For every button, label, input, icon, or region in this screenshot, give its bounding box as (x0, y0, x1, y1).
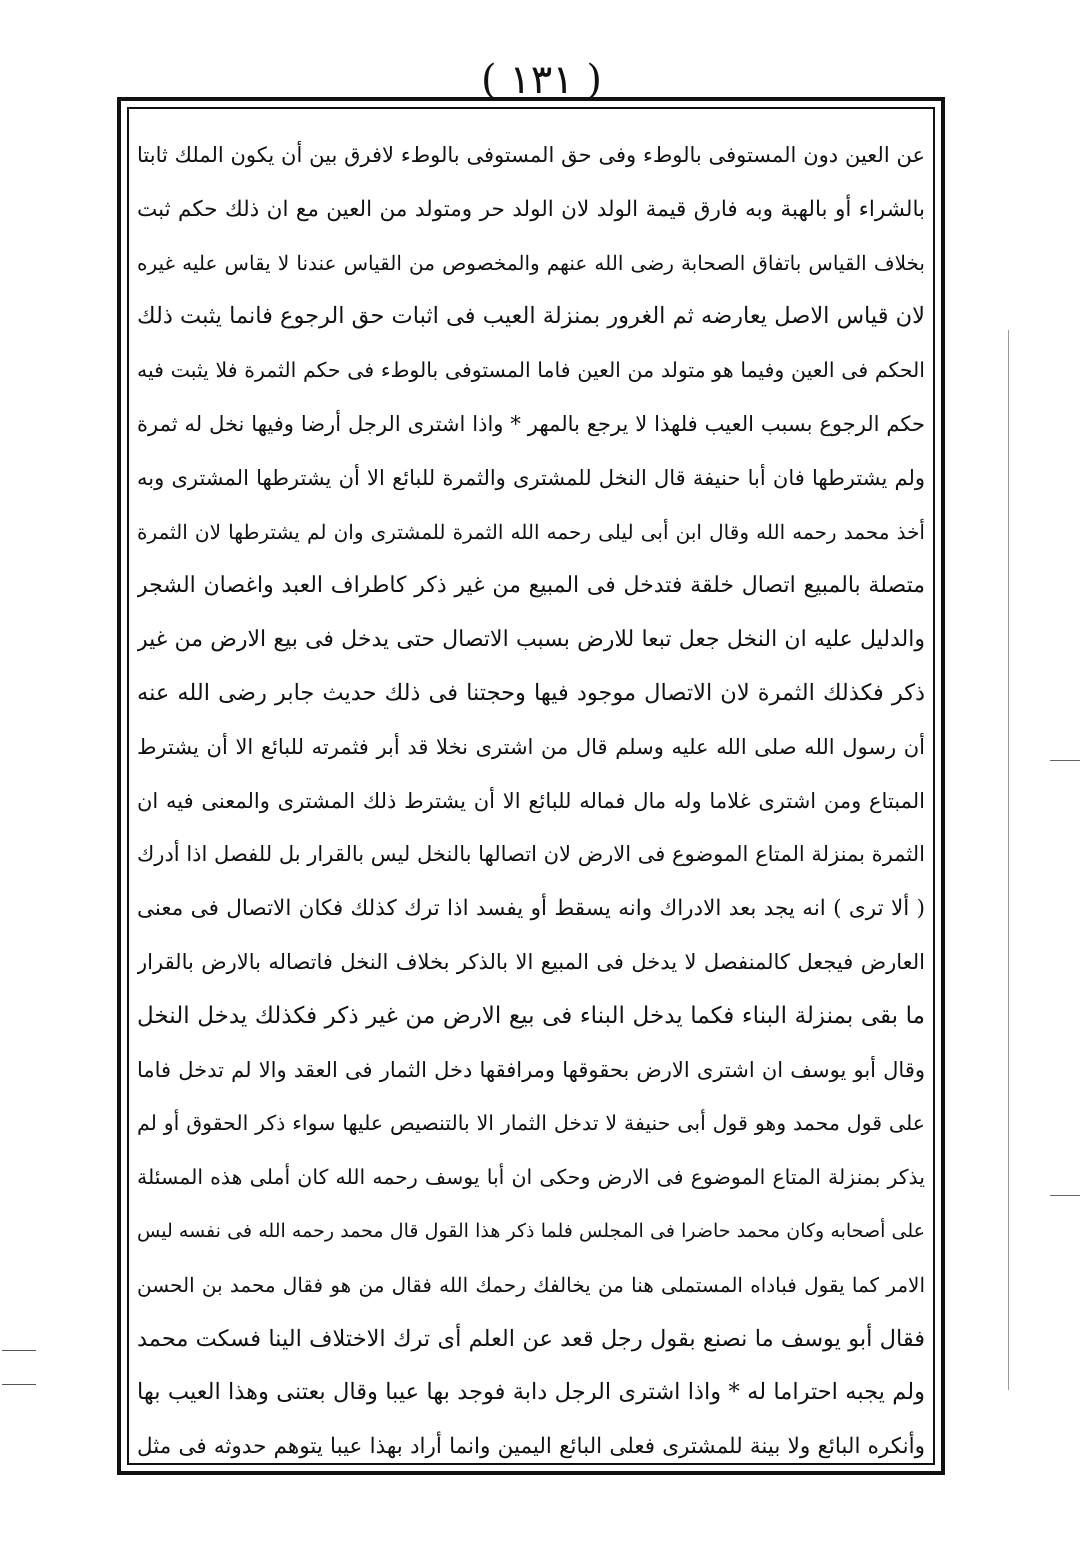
text-line: وأنكره البائع ولا بينة للمشترى فعلى البائع اليمين وانما أراد بهذا عيبا يتوهم حدوثه فى مثل (137, 1434, 925, 1460)
text-line: بالشراء أو بالهبة وبه فارق قيمة الولد لان الولد حر ومتولد من العين مع ان ذلك حكم ثبت (137, 196, 925, 222)
text-line: متصلة بالمبيع اتصال خلقة فتدخل فى المبيع من غير ذكر كاطراف العبد واغصان الشجر (137, 573, 925, 599)
page-number: ( ١٣١ ) (480, 57, 603, 103)
text-line: والدليل عليه ان النخل جعل تبعا للارض بسبب الاتصال حتى يدخل فى بيع الارض من غير (137, 627, 925, 653)
text-line: الحكم فى العين وفيما هو متولد من العين فاما المستوفى بالوطء فى حكم الثمرة فلا يثبت فيه (137, 358, 925, 383)
text-line: ولم يشترطها فان أبا حنيفة قال النخل للمشترى والثمرة للبائع الا أن يشترطها المشترى وبه (137, 465, 925, 490)
text-line: العارض فيجعل كالمنفصل لا يدخل فى المبيع الا بالذكر بخلاف النخل فاتصاله بالارض بالقرار (137, 949, 925, 974)
right-margin-rule (1050, 760, 1080, 761)
text-line: وقال أبو يوسف ان اشترى الارض بحقوقها ومرافقها دخل الثمار فى العقد والا لم تدخل فاما (137, 1057, 925, 1082)
text-line: ذكر فكذلك الثمرة لان الاتصال موجود فيها وحجتنا فى ذلك حديث جابر رضى الله عنه (137, 679, 925, 706)
text-frame (117, 97, 945, 1475)
text-line: ولم يجبه احتراما له * واذا اشترى الرجل دابة فوجد بها عيبا وقال بعتنى وهذا العيب بها (137, 1379, 925, 1406)
text-line: حكم الرجوع بسبب العيب فلهذا لا يرجع بالمهر * واذا اشترى الرجل أرضا وفيها نخل له ثمرة (137, 411, 925, 436)
text-body (137, 129, 925, 1460)
text-line: يذكر بمنزلة المتاع الموضوع فى الارض وحكى ان أبا يوسف رحمه الله كان أملى هذه المسئلة (137, 1165, 925, 1190)
text-line: المبتاع ومن اشترى غلاما وله مال فماله للبائع الا أن يشترط ذلك المشترى والمعنى فيه ان (137, 788, 925, 813)
left-margin-rule (2, 1384, 36, 1385)
right-margin-rule (1050, 1195, 1080, 1196)
left-margin-rule (2, 1350, 36, 1351)
text-line: لان قياس الاصل يعارضه ثم الغرور بمنزلة العيب فى اثبات حق الرجوع فانما يثبت ذلك (137, 303, 925, 330)
text-line: أخذ محمد رحمه الله وقال ابن أبى ليلى رحمه الله الثمرة للمشترى وان لم يشترطها لان الثمرة (137, 519, 925, 544)
text-line: الامر كما يقول فباداه المستملى هنا من يخالفك رحمك الله فقال من هو فقال محمد بن الحسن (137, 1272, 925, 1297)
text-line: عن العين دون المستوفى بالوطء وفى حق المستوفى بالوطء لافرق بين أن يكون الملك ثابتا (137, 143, 925, 167)
text-line: ( ألا ترى ) انه يجد بعد الادراك وانه يسقط أو يفسد اذا ترك كذلك فكان الاتصال فى معنى (137, 896, 925, 922)
inner-frame (127, 107, 935, 1465)
text-line: فقال أبو يوسف ما نصنع بقول رجل قعد عن العلم أى ترك الاختلاف الينا فسكت محمد (137, 1325, 925, 1352)
text-line: ما بقى بمنزلة البناء فكما يدخل البناء فى بيع الارض من غير ذكر فكذلك يدخل النخل (137, 1002, 925, 1029)
text-line: على أصحابه وكان محمد حاضرا فى المجلس فلما ذكر هذا القول قال محمد رحمه الله فى نفسه ليس (137, 1219, 925, 1242)
text-line: بخلاف القياس باتفاق الصحابة رضى الله عنهم والمخصوص من القياس عندنا لا يقاس عليه غيره (137, 250, 925, 275)
text-line: على قول محمد وهو قول أبى حنيفة لا تدخل الثمار الا بالتنصيص عليها سواء ذكر الحقوق أو لم (137, 1111, 925, 1136)
margin-vertical-rule (1008, 330, 1009, 1390)
text-line: الثمرة بمنزلة المتاع الموضوع فى الارض لان اتصالها بالنخل ليس بالقرار بل للفصل اذا أدرك (137, 842, 925, 867)
text-line: أن رسول الله صلى الله عليه وسلم قال من اشترى نخلا قد أبر فثمرته للبائع الا أن يشترط (137, 734, 925, 759)
